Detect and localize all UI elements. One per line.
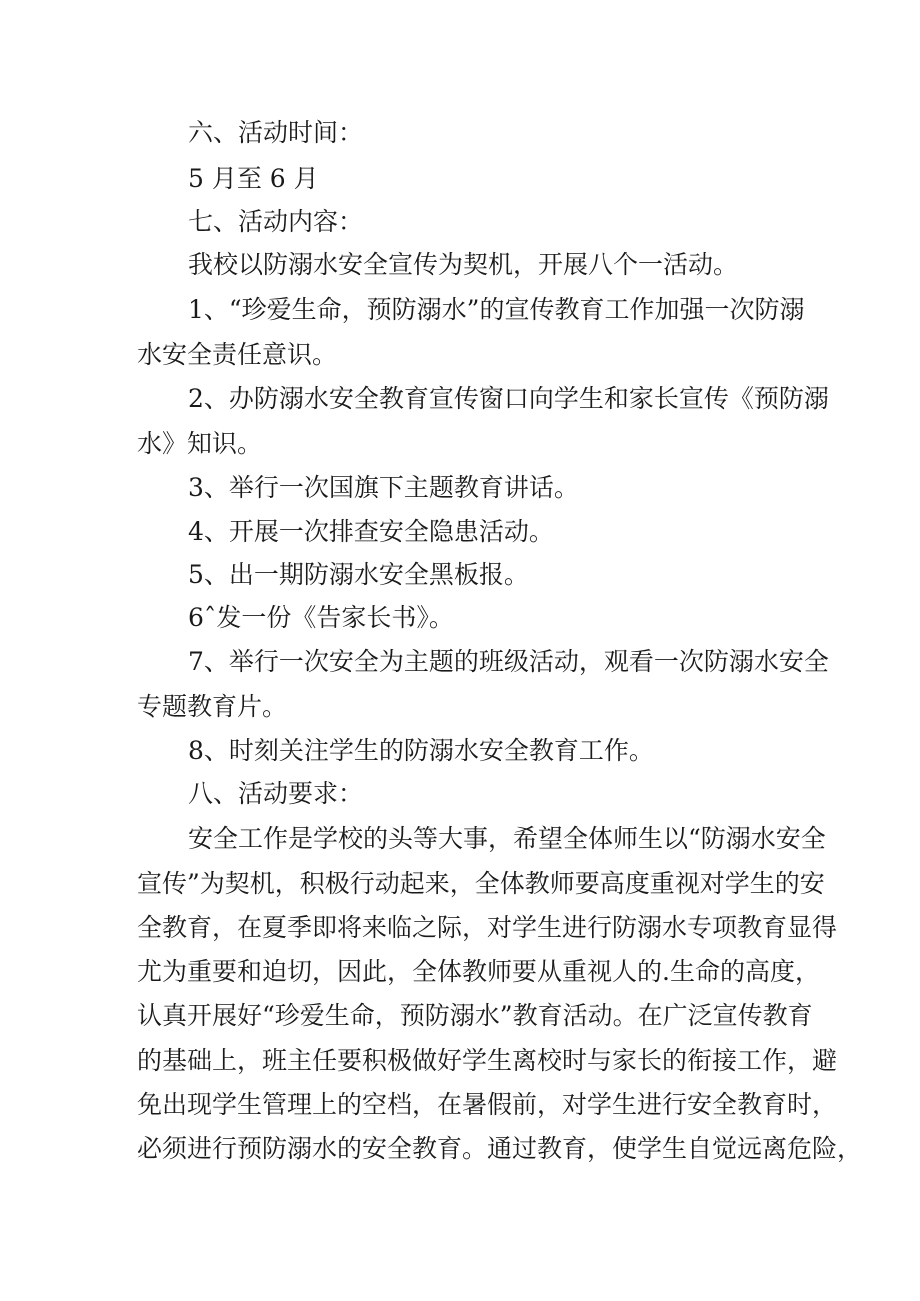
list-item-7: 7、举行一次安全为主题的班级活动，观看一次防溺水安全 [188,647,829,676]
heading-activity-time: 六、活动时间： [188,118,364,147]
list-item-1: 1、“珍爱生命，预防溺水”的宣传教育工作加强一次防溺 [188,295,805,324]
text-line: 水安全责任意识。 [137,340,338,369]
paragraph-line: 安全工作是学校的头等大事，希望全体师生以“防溺水安全 [188,824,826,853]
paragraph-line: 的基础上，班主任要积极做好学生离校时与家长的衔接工作，避 [137,1046,838,1075]
text-line: 水》知识。 [137,429,263,458]
paragraph-line: 认真开展好“珍爱生命，预防溺水”教育活动。在广泛宣传教育 [137,1001,813,1030]
paragraph-line: 必须进行预防溺水的安全教育。通过教育，使学生自觉远离危险， [137,1134,863,1163]
heading-activity-requirements: 八、活动要求： [188,779,364,808]
list-item-5: 5、出一期防溺水安全黑板报。 [188,560,529,589]
paragraph-line: 宣传”为契机，积极行动起来，全体教师要高度重视对学生的安 [137,869,825,898]
heading-activity-content: 七、活动内容： [188,207,364,236]
list-item-8: 8、时刻关注学生的防溺水安全教育工作。 [188,736,654,765]
list-item-3: 3、举行一次国旗下主题教育讲话。 [188,473,579,502]
list-item-6: 6ˆ发一份《告家长书》。 [188,603,454,632]
paragraph-line: 全教育，在夏季即将来临之际，对学生进行防溺水专项教育显得 [137,913,838,942]
paragraph-line: 尤为重要和迫切，因此，全体教师要从重视人的.生命的高度， [137,957,820,986]
list-item-4: 4、开展一次排查安全隐患活动。 [188,517,554,546]
paragraph-line: 免出现学生管理上的空档，在暑假前，对学生进行安全教育时， [137,1090,838,1119]
text-line: 我校以防溺水安全宣传为契机，开展八个一活动。 [188,250,739,279]
text-line: 5 月至 6 月 [188,164,319,193]
text-line: 专题教育片。 [137,692,288,721]
list-item-2: 2、办防溺水安全教育宣传窗口向学生和家长宣传《预防溺 [188,384,829,413]
